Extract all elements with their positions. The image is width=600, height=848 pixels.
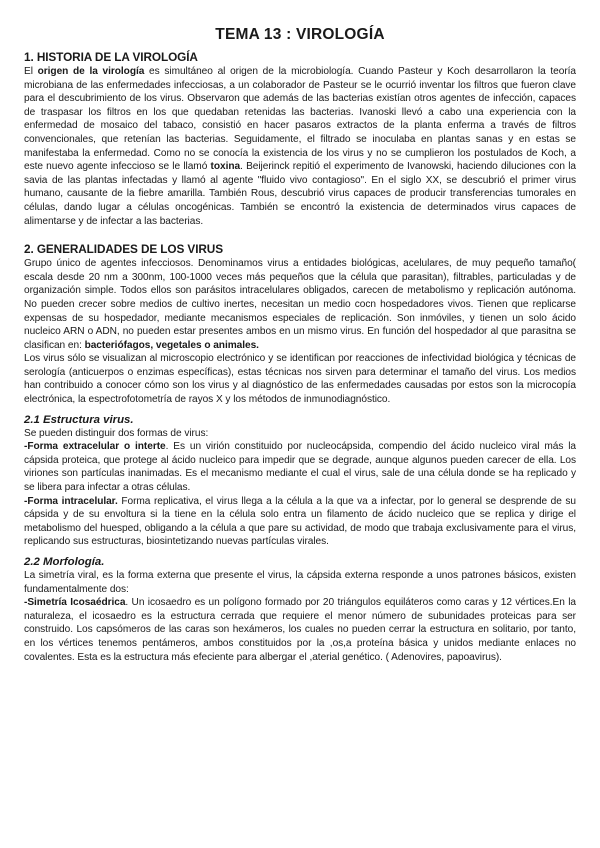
paragraph-morfologia-intro: La simetría viral, es la forma externa que presente el virus, la cápsida externa responde a unos patrones básicos, existen fundamentalmente dos: [24, 570, 576, 595]
text-run: . Beijerinck repitió el experimento de Ivanowski, haciendo diluciones con la savia de las plantas infectadas y llamó al agente "fluido vivo contagioso". En el siglo XX, se descubrió el primer virus humano, causante de la fiebre amarilla. También Rous, descubrió virus capaces de producir transferencias tumorales en células, dando lugar a células oncogénicas. También se encontró la existencia de determinados virus capaces de alimentarse y de infectar a las bacterias. [24, 161, 576, 227]
paragraph-historia [24, 65, 576, 228]
section-heading-historia: 1. HISTORIA DE LA VIROLOGÍA [24, 50, 198, 64]
document-title: TEMA 13 : VIROLOGÍA [215, 26, 385, 43]
bold-term-icosaedrica: -Simetría Icosaédrica [24, 597, 126, 609]
text-run: es simultáneo al origen de la microbiología. Cuando Pasteur y Koch desarrollaron la teoría microbiana de las enfermedades infecciosas, a un colaborador de Pasteur se le ocurrió inventar los filtros que fueron clave para el descubrimiento de los virus. Observaron que además de las bacterias existían otros agentes de infección, capaces de traspasar los filtros en los que quedaban retenidas las bacterias. Ivanoski llevó a cabo una experiencia con la enfermedad de mosaico del tabaco, consistió en hacer pasaros extractos de la planta enferma a través de filtros convencionales, que retenían las bacterias. Seguidamente, el filtrado se inoculaba en plantas sanas y en estas se manifestaba la enfermedad. Como no se conocía la existencia de los virus y no se cumplieron los postulados de Koch, a este nuevo agente infeccioso se le llamó [24, 66, 576, 173]
paragraph-simetria-icosaedrica [24, 596, 576, 664]
paragraph-estructura-intro: Se pueden distinguir dos formas de virus: [24, 427, 209, 439]
paragraph-forma-extracelular [24, 440, 576, 494]
bold-term-toxina: toxina [210, 161, 241, 173]
bold-term-extracelular: -Forma extracelular o interte [24, 441, 166, 453]
paragraph-generalidades-1 [24, 257, 576, 352]
subsection-heading-estructura: 2.1 Estructura virus. [24, 413, 134, 426]
text-run: El [24, 66, 38, 77]
text-run: . Es un virión constituido por nucleocápsida, compendio del ácido nucleico viral más la cápsida proteica, que protege al ácido nucleico para impedir que se degrade, aunque algunos pueden carecer de ella. Los viriones son partículas inanimadas. Es el mecanismo mediante el cual el virus, sale de una célula donde se ha replicado y se libera para infectar a otras células. [24, 441, 576, 494]
subsection-heading-morfologia: 2.2 Morfología. [24, 556, 105, 568]
section-heading-generalidades: 2. GENERALIDADES DE LOS VIRUS [24, 242, 223, 257]
paragraph-generalidades-2: Los virus sólo se visualizan al microscopio electrónico y se identifican por reacciones de infectividad biológica y técnicas de serología (anticuerpos o enzimas específicas), estas técnicas nos sirven para determinar el tamaño del virus. Los medios han contribuido a conocer cómo son los virus y al diagnóstico de las enfermedades causadas por estos son la microcopía electrónica, la espectrofotometría de rayos X y los métodos de inmunodiagnóstico. [24, 353, 576, 406]
paragraph-forma-intracelular [24, 495, 576, 549]
bold-term-clasificacion: bacteriófagos, vegetales o animales. [84, 339, 259, 351]
bold-term-origen: origen de la virología [37, 66, 145, 77]
text-run: Grupo único de agentes infecciosos. Denominamos virus a entidades biológicas, acelulares, de muy pequeño tamaño( escala desde 20 nm a 300nm, 100-1000 veces más pequeños que la célula que parasitan), filtrables, particuladas y de organización simple. Todos ellos son parásitos intracelulares obligados, carecen de metabolismo y replicación autónoma. No pueden crecer sobre medios de cultivo inertes, necesitan un medio cocn hospedadores vivos. Tienen que replicarse expensas de su hospedador, mediante mecanismos especiales de replicación. Son inmóviles, y tienen un solo ácido nucleico ARN o ADN, no pueden estar presentes ambos en un mismo virus. En función del hospedador al que parasitna se clasifican en: [24, 258, 576, 351]
text-run: . Un icosaedro es un polígono formado por 20 triángulos equiláteros como caras y 12 vértices.En la naturaleza, el icosaedro es la estructura cerrada que requiere el menor número de subunidades proteicas para ser construido. Los capsómeros de las caras son hexámeros, los cuales no pueden cerrar la estructura en solitario, por tanto, en los vértices tenemos pentámeros, ambos constituidos por la ,os,a proteína básica y unidos mediante enlaces no covalentes. Esta es la estructura más efeciente para albergar el ,aterial genético. ( Adenovires, papoavirus). [24, 597, 576, 663]
bold-term-intracelular: -Forma intracelular. [24, 495, 118, 507]
text-run: Forma replicativa, el virus llega a la célula a la que va a infectar, por lo general se desprende de su cápsida y de su envoltura si la tiene en la célula solo entra un filamento de ácido nucleico que se replica y dirige el metabolismo del huesped, obligando a la célula a que pare su actividad, de modo que trabaja exclusivamente para el virus, replicando sus estructuras, biosintetizando nuevas partículas virales. [24, 495, 576, 548]
